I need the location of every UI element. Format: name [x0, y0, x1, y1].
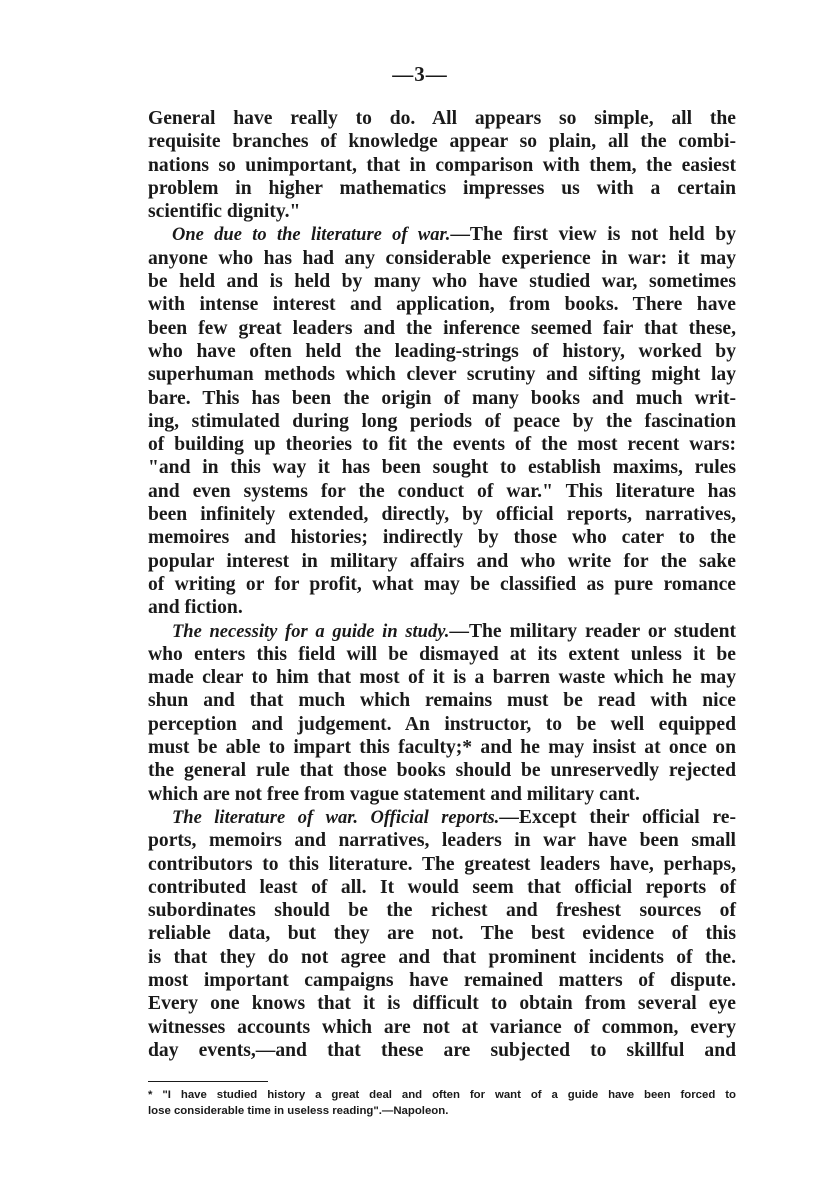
- text-line: be held and is held by many who have studied war, sometimes: [148, 271, 736, 293]
- text-line: been infinitely extended, directly, by official reports, narratives,: [148, 504, 736, 526]
- footnote-line: * "I have studied history a great deal and often for want of a guide have been forced to: [148, 1089, 736, 1101]
- paragraph: [148, 620, 736, 806]
- text-line: Every one knows that it is difficult to obtain from several eye: [148, 993, 736, 1015]
- text-line: who enters this field will be dismayed at its extent unless it be: [148, 643, 736, 665]
- text-line: General have really to do. All appears so simple, all the: [148, 108, 736, 129]
- text-line: requisite branches of knowledge appear so plain, all the combi-: [148, 131, 736, 153]
- paragraph: [148, 107, 736, 223]
- text-line: bare. This has been the origin of many books and much writ-: [148, 387, 736, 409]
- text-line: scientific dignity.": [148, 201, 301, 223]
- text-line: made clear to him that most of it is a barren waste which he may: [148, 667, 736, 689]
- text-line: popular interest in military affairs and who write for the sake: [148, 550, 736, 572]
- text-line: subordinates should be the richest and freshest sources of: [148, 900, 736, 922]
- text-line: memoires and histories; indirectly by those who cater to the: [148, 527, 736, 549]
- text-line: [148, 806, 736, 829]
- text-line: ports, memoirs and narratives, leaders in war have been small: [148, 830, 736, 852]
- heading-continuation: —The first view is not held by: [450, 224, 736, 246]
- paragraph: [148, 223, 736, 619]
- text-line: the general rule that those books should be unreservedly rejected: [148, 760, 736, 782]
- text-line: anyone who has had any considerable experience in war: it may: [148, 247, 736, 269]
- text-line: contributors to this literature. The greatest leaders have, perhaps,: [148, 853, 736, 875]
- page-number: —3—: [392, 62, 448, 86]
- text-line: witnesses accounts which are not at variance of common, every: [148, 1016, 736, 1038]
- section-heading: The necessity for a guide in study.: [172, 621, 450, 642]
- text-line: [148, 620, 736, 643]
- text-line: most important campaigns have remained matters of dispute.: [148, 969, 736, 991]
- text-line: [148, 223, 736, 246]
- text-line: which are not free from vague statement and military cant.: [148, 783, 640, 805]
- text-line: and fiction.: [148, 597, 243, 619]
- text-line: been few great leaders and the inference seemed fair that these,: [148, 317, 736, 339]
- text-line: of writing or for profit, what may be classified as pure romance: [148, 573, 736, 595]
- text-line: with intense interest and application, from books. There have: [148, 294, 736, 316]
- section-heading: The literature of war. Official reports.: [172, 807, 500, 828]
- text-line: and even systems for the conduct of war." This literature has: [148, 480, 736, 502]
- heading-continuation: —Except their official re-: [499, 806, 736, 828]
- footnote-line: lose considerable time in useless reading".—Napoleon.: [148, 1105, 449, 1117]
- text-line: contributed least of all. It would seem that official reports of: [148, 876, 736, 898]
- text-line: of building up theories to fit the events of the most recent wars:: [148, 434, 736, 456]
- text-line: ing, stimulated during long periods of peace by the fascination: [148, 410, 736, 432]
- text-line: problem in higher mathematics impresses us with a certain: [148, 177, 736, 199]
- text-line: day events,—and that these are subjected to skillful and: [148, 1039, 736, 1061]
- footnote: [148, 1087, 736, 1119]
- text-line: reliable data, but they are not. The best evidence of this: [148, 923, 736, 945]
- paragraph: [148, 806, 736, 1062]
- text-line: perception and judgement. An instructor, to be well equipped: [148, 713, 736, 735]
- body-text: [148, 107, 736, 1062]
- text-line: must be able to impart this faculty;* and he may insist at once on: [148, 737, 736, 759]
- text-line: is that they do not agree and that prominent incidents of the.: [148, 946, 736, 968]
- heading-continuation: —The military reader or student: [449, 620, 737, 642]
- section-heading: One due to the literature of war.: [172, 225, 451, 246]
- footnote-divider: [148, 1081, 268, 1082]
- text-line: who have often held the leading-strings of history, worked by: [148, 340, 736, 362]
- text-line: shun and that much which remains must be read with nice: [148, 690, 736, 712]
- text-line: nations so unimportant, that in comparison with them, the easiest: [148, 154, 736, 176]
- text-line: "and in this way it has been sought to establish maxims, rules: [148, 457, 736, 479]
- text-line: superhuman methods which clever scrutiny and sifting might lay: [148, 364, 736, 386]
